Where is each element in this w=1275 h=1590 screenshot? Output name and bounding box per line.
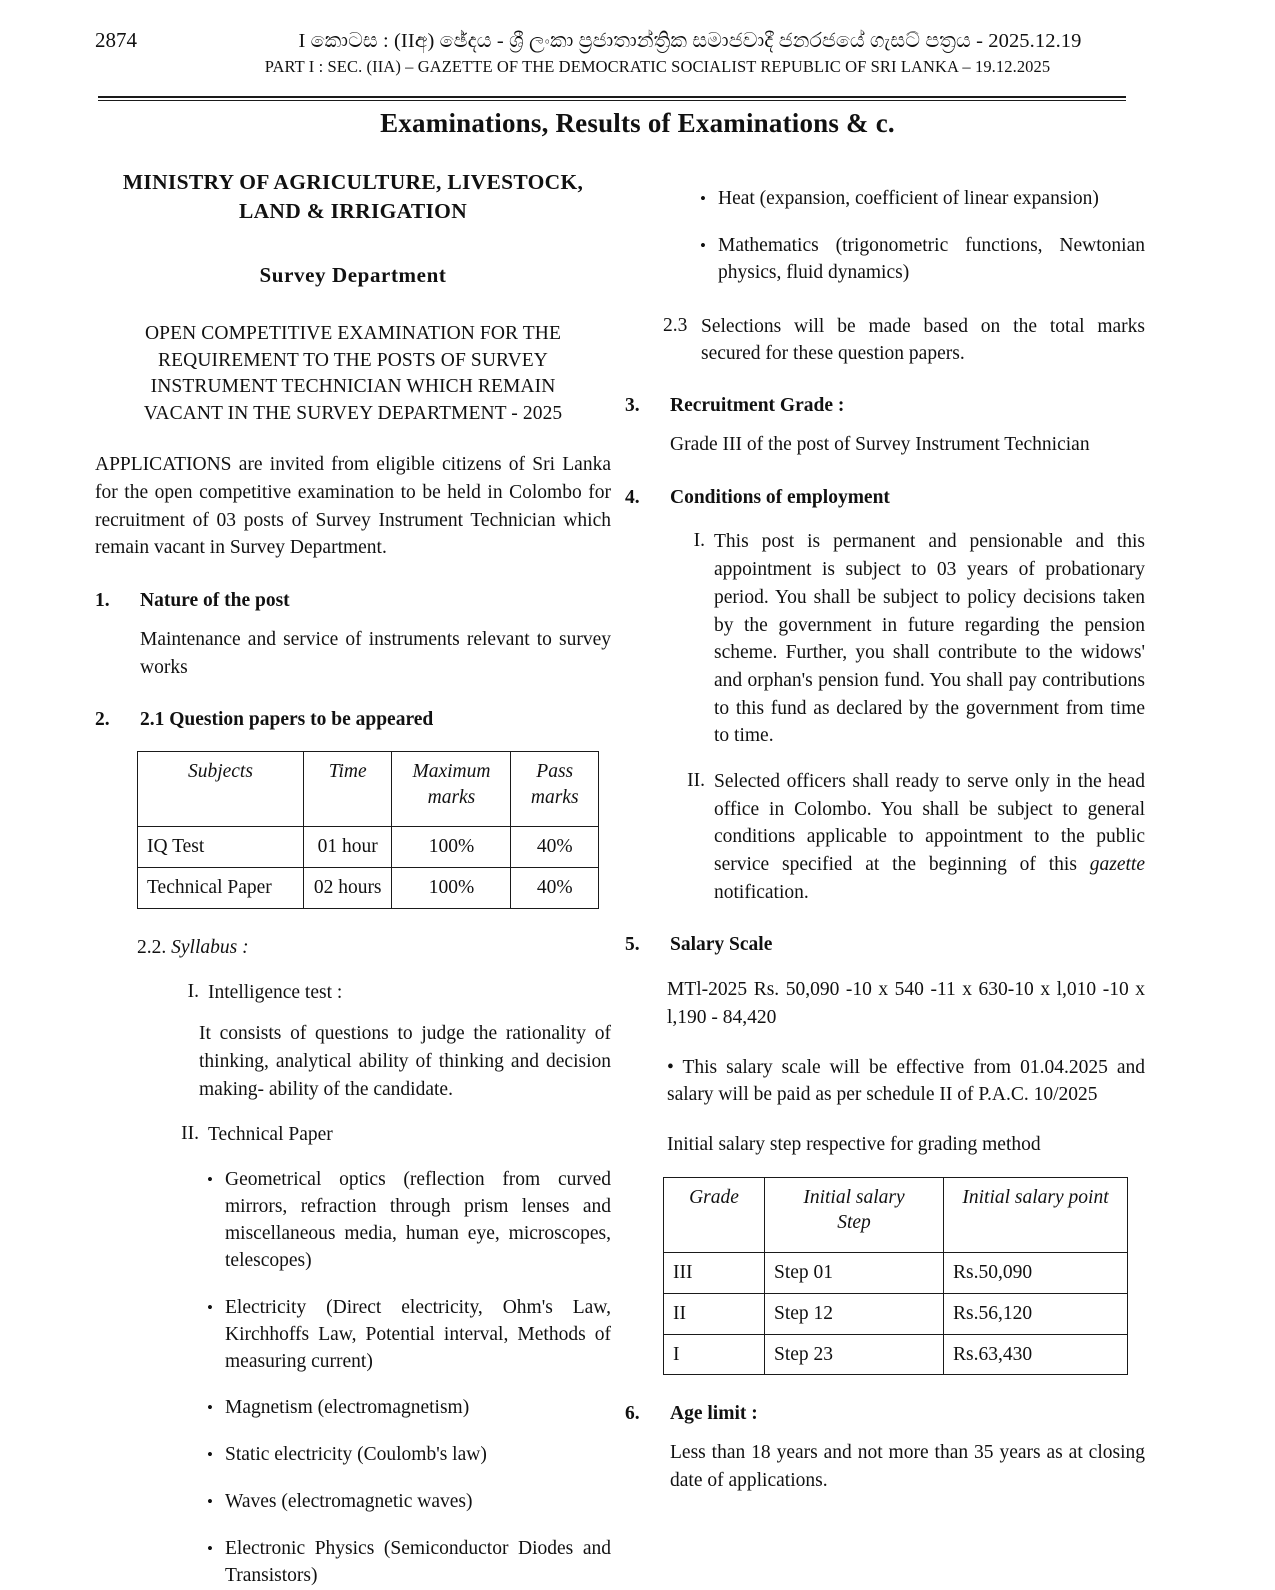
technical-paper-topics xyxy=(207,1167,611,1590)
section-6-heading xyxy=(625,1401,1145,1427)
header-divider-rule xyxy=(98,96,1126,101)
ministry-line-1: MINISTRY OF AGRICULTURE, LIVESTOCK, xyxy=(122,170,584,194)
department-name: Survey Department xyxy=(259,262,447,287)
section-1-body: Maintenance and service of instruments relevant to survey works xyxy=(140,628,611,678)
condition-i-numeral: I. xyxy=(693,530,705,552)
table-row xyxy=(664,1253,1128,1294)
exam-title-line-3: INSTRUMENT TECHNICIAN WHICH REMAIN xyxy=(150,376,556,398)
section-4-heading xyxy=(625,485,1145,511)
list-item xyxy=(207,1442,611,1469)
topic-text: Electricity (Direct electricity, Ohm's Law, Kirchhoffs Law, Potential interval, Methods of measuring current) xyxy=(225,1296,611,1372)
section-6-body: Less than 18 years and not more than 35 years as at closing date of applications. xyxy=(670,1441,1145,1491)
cell-pass-marks: 40% xyxy=(511,827,599,868)
syllabus-item-i-numeral: I. xyxy=(187,980,199,1002)
page-header xyxy=(95,28,1180,77)
cell-pass-marks: 40% xyxy=(511,868,599,909)
bullet-dot-icon: • xyxy=(700,189,706,208)
syllabus-item-i-title: Intelligence test : xyxy=(208,981,343,1003)
topic-text: Electronic Physics (Semiconductor Diodes and Transistors) xyxy=(225,1538,611,1587)
col-header-step-line2: Step xyxy=(837,1212,871,1234)
syllabus-item-ii xyxy=(167,1121,611,1149)
list-item xyxy=(207,1167,611,1275)
col-header-step-line1: Initial salary xyxy=(803,1186,905,1208)
cell-step: Step 12 xyxy=(765,1293,944,1334)
header-primary-line xyxy=(95,28,1180,53)
table-row xyxy=(664,1334,1128,1375)
syllabus-item-i xyxy=(167,979,611,1007)
condition-ii-text-part1: Selected officers shall ready to serve only in the head office in Colombo. You shall be subject to general conditions applicable to appointment to the public service specified at the beginning of this xyxy=(714,770,1145,876)
condition-ii-numeral: II. xyxy=(687,769,705,791)
introduction-paragraph: APPLICATIONS are invited from eligible citizens of Sri Lanka for the open competitive examination to be held in Colombo for recruitment of 03 posts of Survey Instrument Technician which remain vacant in Survey Department. xyxy=(95,454,611,559)
section-4-title: Conditions of employment xyxy=(670,486,890,508)
table-header-row xyxy=(664,1177,1128,1252)
list-item xyxy=(207,1489,611,1516)
condition-i-text: This post is permanent and pensionable and this appointment is subject to 03 years of probationary period. You shall be subject to policy decisions taken by the government in future regarding the pension scheme. Further, you shall contribute to the widows' and orphan's pension fund. You shall pay contributions to this fund as declared by the government from time to time. xyxy=(714,531,1145,747)
table-row xyxy=(664,1293,1128,1334)
col-header-maximum-marks xyxy=(392,751,511,826)
condition-ii-text xyxy=(714,768,1145,906)
cell-salary-point: Rs.63,430 xyxy=(944,1334,1128,1375)
section-2-title: 2.1 Question papers to be appeared xyxy=(140,709,434,731)
col-header-pass-line2: marks xyxy=(530,786,579,808)
initial-salary-table xyxy=(663,1177,1128,1376)
section-3-number: 3. xyxy=(625,395,640,417)
section-5-title: Salary Scale xyxy=(670,934,773,956)
section-3-body: Grade III of the post of Survey Instrument Technician xyxy=(670,434,1090,456)
section-1-title: Nature of the post xyxy=(140,590,290,612)
col-header-time: Time xyxy=(303,751,392,826)
bullet-dot-icon: • xyxy=(207,1445,213,1465)
ministry-name xyxy=(95,168,611,226)
cell-step: Step 01 xyxy=(765,1253,944,1294)
col-header-subjects: Subjects xyxy=(138,751,304,826)
cell-subject: IQ Test xyxy=(138,827,304,868)
left-column xyxy=(95,168,611,1590)
col-header-max-line1: Maximum xyxy=(412,760,491,782)
question-papers-table xyxy=(137,751,599,909)
exam-title-line-2: REQUIREMENT TO THE POSTS OF SURVEY xyxy=(158,349,548,371)
topic-text: Mathematics (trigonometric functions, Newtonian physics, fluid dynamics) xyxy=(718,234,1145,283)
cell-grade: I xyxy=(664,1334,765,1375)
header-sinhala-line: I කොටස : (IIඅ) ඡේදය - ශ්‍රී ලංකා ප්‍රජාතාන්ත්‍රික සමාජවාදී ජනරජයේ ගැසට් පත්‍රය - 2025.12.19 xyxy=(298,30,1082,52)
exam-title xyxy=(95,321,611,427)
cell-subject: Technical Paper xyxy=(138,868,304,909)
cell-maximum-marks: 100% xyxy=(392,868,511,909)
section-3-heading xyxy=(625,393,1145,419)
section-5-number: 5. xyxy=(625,934,640,956)
cell-step: Step 23 xyxy=(765,1334,944,1375)
col-header-grade: Grade xyxy=(664,1177,765,1252)
condition-item-i xyxy=(673,528,1145,750)
topic-text: Magnetism (electromagnetism) xyxy=(225,1397,470,1419)
col-header-initial-salary-step xyxy=(765,1177,944,1252)
salary-scale-text: MTl-2025 Rs. 50,090 -10 x 540 -11 x 630-10 x l,010 -10 x l,190 - 84,420 xyxy=(667,979,1145,1028)
section-1-number: 1. xyxy=(95,590,110,612)
right-column xyxy=(625,168,1145,1494)
cell-grade: III xyxy=(664,1253,765,1294)
section-2-number: 2. xyxy=(95,709,110,731)
syllabus-number: 2.2. xyxy=(137,936,167,958)
cell-salary-point: Rs.50,090 xyxy=(944,1253,1128,1294)
list-item xyxy=(700,186,1145,213)
col-header-pass-line1: Pass xyxy=(536,760,574,782)
condition-ii-gazette-word: gazette xyxy=(1089,854,1145,876)
topic-text: Static electricity (Coulomb's law) xyxy=(225,1444,487,1466)
col-header-initial-salary-point: Initial salary point xyxy=(944,1177,1128,1252)
bullet-dot-icon: • xyxy=(207,1539,213,1559)
table-header-row xyxy=(138,751,599,826)
table-row xyxy=(138,827,599,868)
syllabus-label xyxy=(137,935,611,961)
syllabus-item-i-body: It consists of questions to judge the rationality of thinking, analytical ability of thinking and decision making- ability of the candidate. xyxy=(199,1023,611,1100)
topic-text: Heat (expansion, coefficient of linear expansion) xyxy=(718,188,1099,209)
header-part-line: PART I : SEC. (IIA) – GAZETTE OF THE DEMOCRATIC SOCIALIST REPUBLIC OF SRI LANKA – 19.12.2025 xyxy=(264,57,1051,76)
clause-2-3-text: Selections will be made based on the total marks secured for these question papers. xyxy=(701,315,1145,365)
ministry-line-2: LAND & IRRIGATION xyxy=(238,198,468,223)
topic-text: Geometrical optics (reflection from curved mirrors, refraction through prism lenses and miscellaneous media, human eye, microscopes, telescopes) xyxy=(225,1169,611,1271)
syllabus-item-ii-numeral: II. xyxy=(181,1123,199,1145)
exam-title-line-1: OPEN COMPETITIVE EXAMINATION FOR THE xyxy=(145,323,561,345)
list-item xyxy=(700,233,1145,287)
exam-title-line-4: VACANT IN THE SURVEY DEPARTMENT - 2025 xyxy=(143,402,563,424)
section-6-number: 6. xyxy=(625,1403,640,1425)
bullet-dot-icon: • xyxy=(207,1398,213,1418)
cell-maximum-marks: 100% xyxy=(392,827,511,868)
table-row xyxy=(138,868,599,909)
section-3-title: Recruitment Grade : xyxy=(670,395,845,417)
syllabus-item-ii-title: Technical Paper xyxy=(208,1124,333,1146)
bullet-dot-icon: • xyxy=(207,1492,213,1512)
grading-method-intro: Initial salary step respective for grading method xyxy=(667,1133,1041,1155)
technical-paper-topics-continued xyxy=(700,186,1145,287)
cell-grade: II xyxy=(664,1293,765,1334)
condition-ii-text-part2: notification. xyxy=(714,881,809,903)
syllabus-title: Syllabus : xyxy=(171,936,249,958)
salary-effective-note: • This salary scale will be effective from 01.04.2025 and salary will be paid as per schedule II of P.A.C. 10/2025 xyxy=(667,1056,1145,1106)
bullet-dot-icon: • xyxy=(207,1170,213,1190)
topic-text: Waves (electromagnetic waves) xyxy=(225,1491,473,1513)
col-header-max-line2: marks xyxy=(427,786,476,808)
section-5-heading xyxy=(625,932,1145,958)
section-4-number: 4. xyxy=(625,486,640,508)
bullet-dot-icon: • xyxy=(700,235,706,255)
page-number: 2874 xyxy=(95,28,137,52)
clause-2-3 xyxy=(663,313,1145,368)
clause-2-3-number: 2.3 xyxy=(663,314,688,336)
bullet-dot-icon: • xyxy=(207,1297,213,1317)
list-item xyxy=(207,1536,611,1590)
col-header-pass-marks xyxy=(511,751,599,826)
condition-item-ii xyxy=(673,768,1145,906)
section-1-heading xyxy=(95,588,611,614)
list-item xyxy=(207,1295,611,1376)
section-2-heading xyxy=(95,707,611,733)
list-item xyxy=(207,1395,611,1422)
page-title: Examinations, Results of Examinations & c. xyxy=(380,108,895,138)
cell-time: 01 hour xyxy=(303,827,392,868)
cell-salary-point: Rs.56,120 xyxy=(944,1293,1128,1334)
section-6-title: Age limit : xyxy=(670,1403,758,1425)
cell-time: 02 hours xyxy=(303,868,392,909)
